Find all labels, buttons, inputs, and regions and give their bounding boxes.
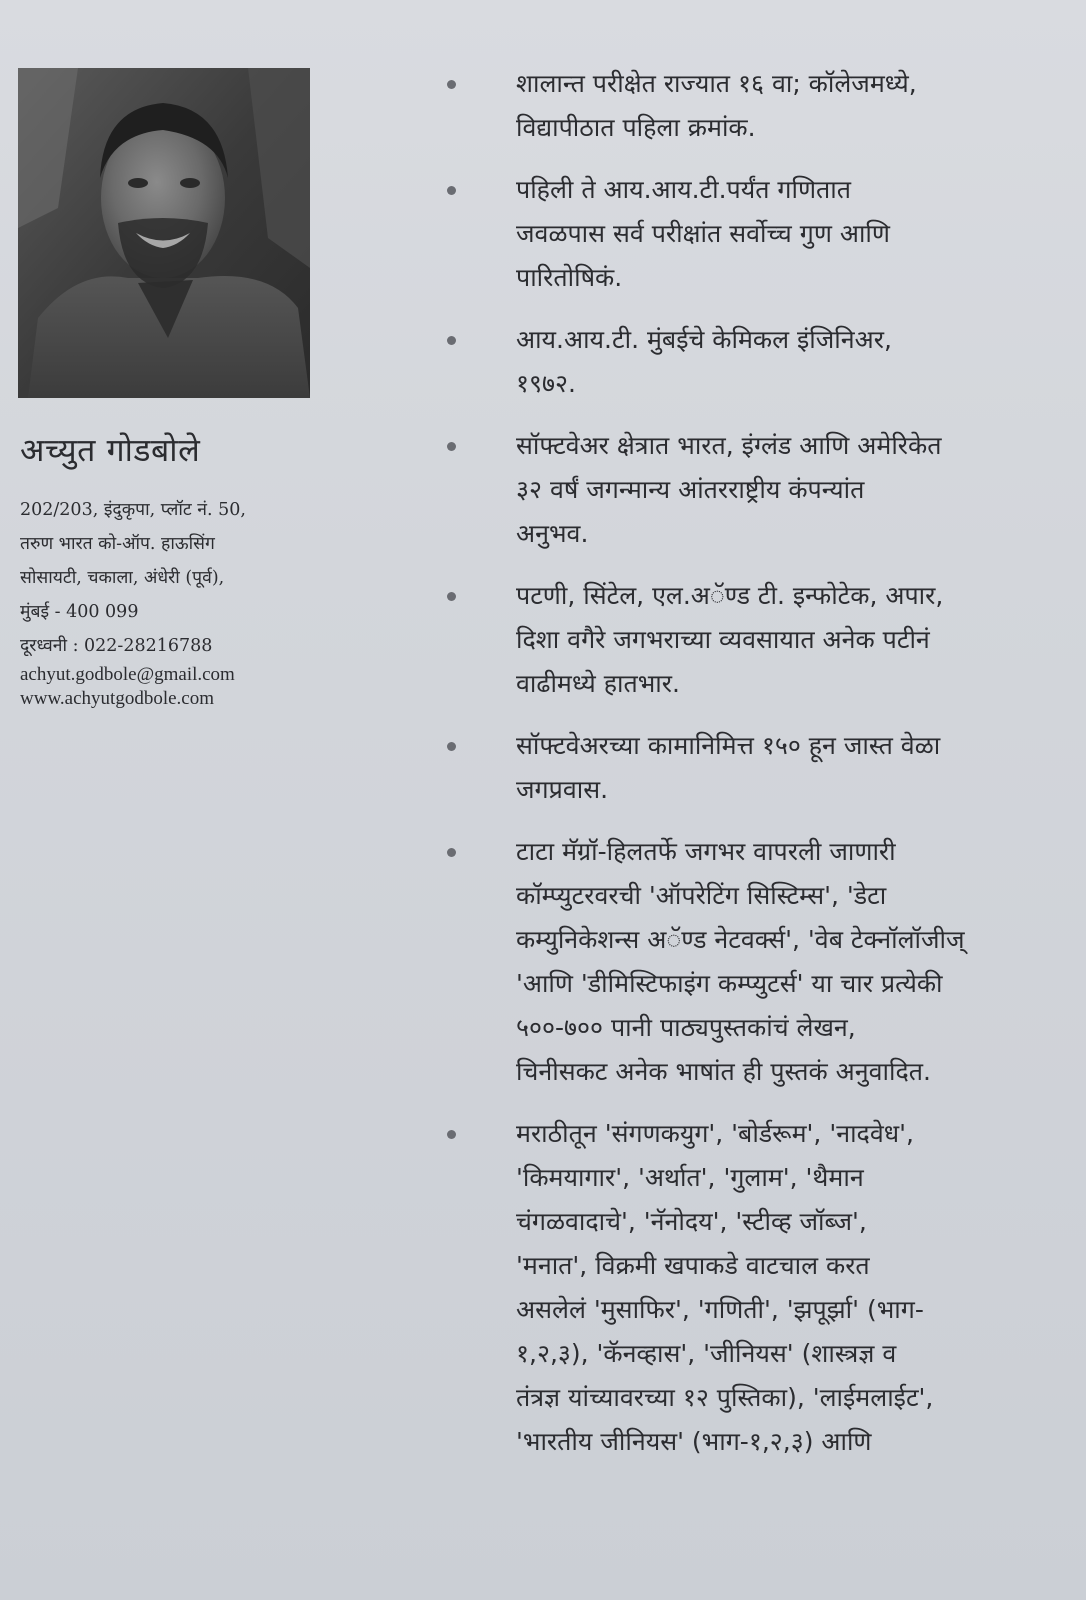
- list-item-text: ५००-७०० पानी पाठ्यपुस्तकांचं लेखन,: [516, 1013, 856, 1042]
- list-item-text: चंगळवादाचे', 'नॅनोदय', 'स्टीव्ह जॉब्ज',: [516, 1207, 867, 1236]
- website-text: www.achyutgodbole.com: [20, 688, 214, 709]
- list-item-text: 'किमयागार', 'अर्थात', 'गुलाम', 'थैमान: [516, 1163, 864, 1192]
- list-item-text: 'मनात', विक्रमी खपाकडे वाटचाल करत: [516, 1251, 870, 1280]
- list-item-text: १,२,३), 'कॅनव्हास', 'जीनियस' (शास्त्रज्ञ व: [516, 1339, 897, 1368]
- list-item-text: मराठीतून 'संगणकयुग', 'बोर्डरूम', 'नादवेध',: [516, 1119, 914, 1148]
- bullet-icon: [447, 80, 456, 89]
- bullet-icon: [447, 1130, 456, 1139]
- list-item-text: पटणी, सिंटेल, एल.अॅण्ड टी. इन्फोटेक, अपार,: [516, 581, 944, 610]
- list-item-text: 'आणि 'डीमिस्टिफाइंग कम्प्युटर्स' या चार प्रत्येकी: [516, 969, 943, 998]
- list-item-text: असलेलं 'मुसाफिर', 'गणिती', 'झपूर्झा' (भाग-: [516, 1295, 924, 1324]
- list-item-text: जगप्रवास.: [516, 775, 609, 804]
- list-item-text: वाढीमध्ये हातभार.: [516, 669, 680, 698]
- list-item: [440, 830, 1040, 1094]
- bullet-icon: [447, 742, 456, 751]
- list-item-text: शालान्त परीक्षेत राज्यात १६ वा; कॉलेजमध्ये,: [516, 69, 917, 98]
- list-item-text: पहिली ते आय.आय.टी.पर्यंत गणितात: [516, 175, 852, 204]
- list-item-text: कॉम्प्युटरवरची 'ऑपरेटिंग सिस्टिम्स', 'डेटा: [516, 881, 887, 910]
- author-name: अच्युत गोडबोले: [20, 431, 201, 469]
- list-item-text: चिनीसकट अनेक भाषांत ही पुस्तकं अनुवादित.: [516, 1057, 931, 1086]
- phone-line: दूरध्वनी : 022-28216788: [20, 636, 213, 656]
- list-item-text: 'भारतीय जीनियस' (भाग-१,२,३) आणि: [516, 1427, 872, 1456]
- list-item: [440, 318, 1040, 406]
- list-item: [440, 574, 1040, 706]
- address-line: तरुण भारत को-ऑप. हाऊसिंग: [20, 534, 215, 554]
- bullet-icon: [447, 592, 456, 601]
- bullet-icon: [447, 336, 456, 345]
- address-line: 202/203, इंदुकृपा, प्लॉट नं. 50,: [20, 500, 246, 520]
- list-item-text: १९७२.: [516, 369, 576, 398]
- list-item-text: सॉफ्टवेअर क्षेत्रात भारत, इंग्लंड आणि अमेरिकेत: [516, 431, 942, 460]
- bullet-icon: [447, 442, 456, 451]
- address-line: मुंबई - 400 099: [20, 602, 139, 622]
- email-text: achyut.godbole@gmail.com: [20, 664, 235, 685]
- bullet-icon: [447, 186, 456, 195]
- list-item-text: तंत्रज्ञ यांच्यावरच्या १२ पुस्तिका), 'लाईमलाईट',: [516, 1383, 934, 1412]
- list-item-text: विद्यापीठात पहिला क्रमांक.: [516, 113, 756, 142]
- achievements-list: [440, 62, 1040, 1482]
- list-item-text: कम्युनिकेशन्स अॅण्ड नेटवर्क्स', 'वेब टेक्नॉलॉजीज्: [516, 925, 965, 954]
- list-item-text: अनुभव.: [516, 519, 589, 548]
- list-item-text: जवळपास सर्व परीक्षांत सर्वोच्च गुण आणि: [516, 219, 890, 248]
- list-item-text: सॉफ्टवेअरच्या कामानिमित्त १५० हून जास्त वेळा: [516, 731, 941, 760]
- list-item-text: ३२ वर्षं जगन्मान्य आंतरराष्ट्रीय कंपन्यांत: [516, 475, 865, 504]
- list-item-text: टाटा मॅग्रॉ-हिलतर्फे जगभर वापरली जाणारी: [516, 837, 896, 866]
- list-item: [440, 424, 1040, 556]
- list-item: [440, 62, 1040, 150]
- list-item-text: आय.आय.टी. मुंबईचे केमिकल इंजिनिअर,: [516, 325, 892, 354]
- list-item: [440, 1112, 1040, 1464]
- address-line: सोसायटी, चकाला, अंधेरी (पूर्व),: [20, 568, 225, 588]
- author-photo: [18, 68, 310, 398]
- list-item: [440, 724, 1040, 812]
- bullet-icon: [447, 848, 456, 857]
- list-item-text: दिशा वगैरे जगभराच्या व्यवसायात अनेक पटीनं: [516, 625, 930, 654]
- author-contact: [20, 493, 310, 711]
- list-item-text: पारितोषिकं.: [516, 263, 623, 292]
- list-item: [440, 168, 1040, 300]
